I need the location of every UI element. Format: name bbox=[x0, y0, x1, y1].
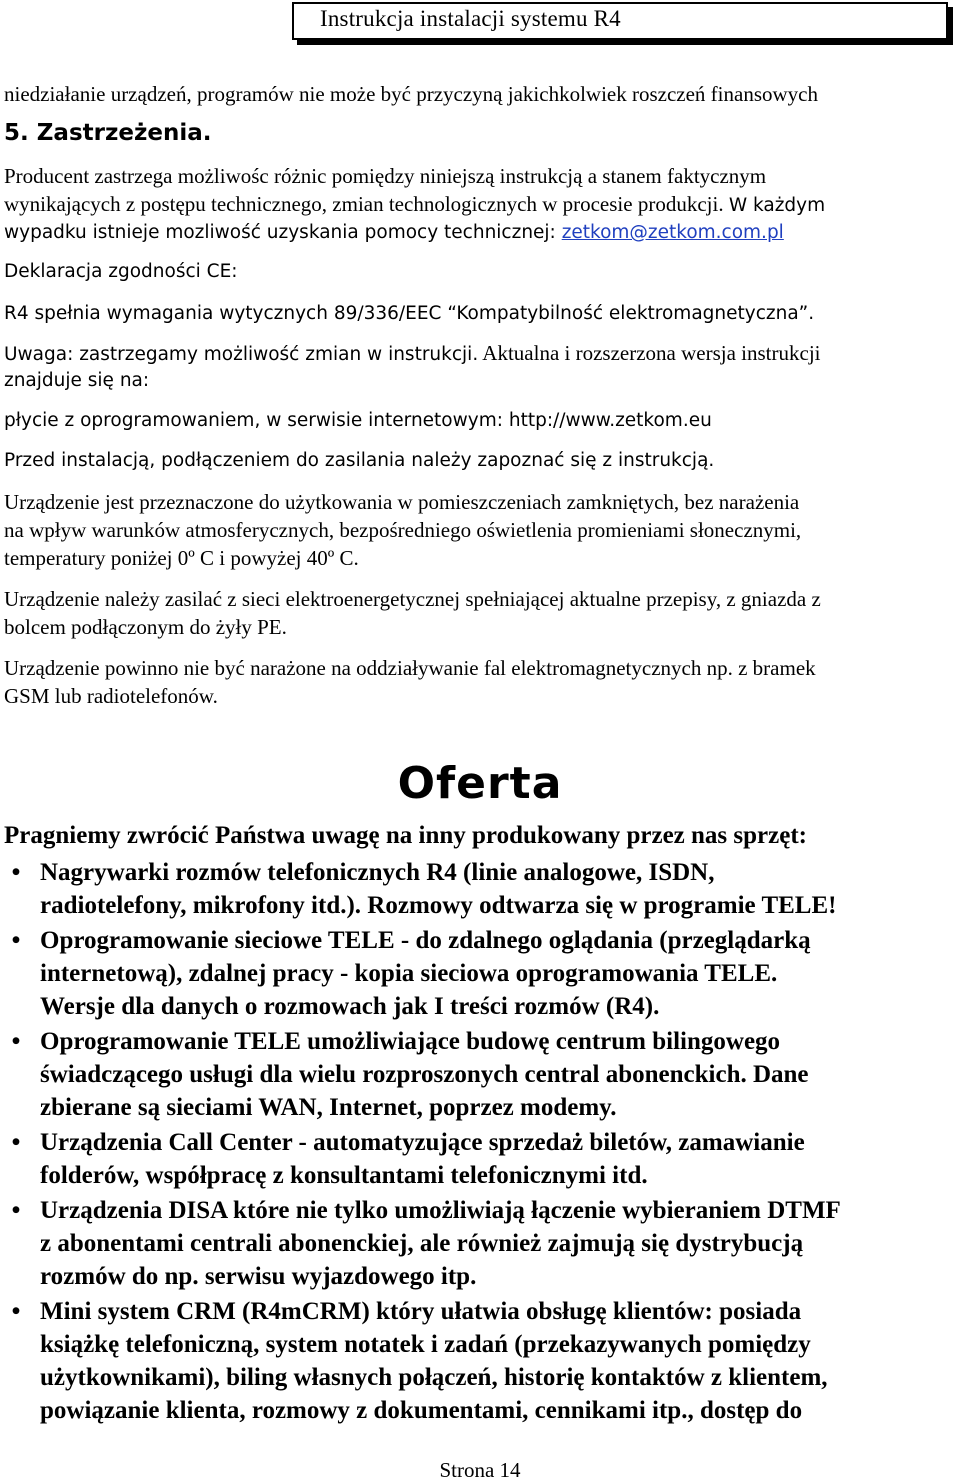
offer-item-line: książkę telefoniczną, system notatek i zadań (przekazywanych pomiędzy bbox=[40, 1331, 811, 1358]
bullet-icon: • bbox=[11, 1028, 21, 1055]
offer-item-line: powiązanie klienta, rozmowy z dokumentami, cennikami itp., dostęp do bbox=[40, 1397, 803, 1424]
usage-line-1: Urządzenie jest przeznaczone do użytkowania w pomieszczeniach zamkniętych, bez narażenia bbox=[4, 490, 800, 514]
bullet-icon: • bbox=[11, 1197, 21, 1224]
offer-item-line: Mini system CRM (R4mCRM) który ułatwia obsługę klientów: posiada bbox=[40, 1298, 802, 1325]
bullet-icon: • bbox=[11, 1129, 21, 1156]
offer-item-line: Nagrywarki rozmów telefonicznych R4 (linie analogowe, ISDN, bbox=[40, 859, 715, 886]
usage-line-3: temperatury poniżej 0º C i powyżej 40º C. bbox=[4, 546, 359, 570]
offer-item bbox=[0, 1126, 960, 1192]
note-line-1a: Uwaga: zastrzegamy możliwość zmian w instrukcji. bbox=[4, 344, 479, 365]
read-first-line: Przed instalacją, podłączeniem do zasilania należy zapoznać się z instrukcją. bbox=[4, 450, 715, 471]
ce-text bbox=[4, 299, 958, 328]
offer-item-line: z abonentami centrali abonenckiej, ale również zajmują się dystrybucją bbox=[40, 1230, 804, 1257]
emf-line-2: GSM lub radiotelefonów. bbox=[4, 684, 218, 708]
note-line-1b: Aktualna i rozszerzona wersja instrukcji bbox=[478, 341, 821, 365]
bullet-icon: • bbox=[11, 1298, 21, 1325]
disclaimer-line-2-tail: W każdym bbox=[728, 195, 826, 216]
disclaimer-line-3-text: wypadku istnieje mozliwość uzyskania pomocy technicznej: bbox=[4, 222, 562, 243]
document-header bbox=[292, 2, 948, 40]
offer-item bbox=[0, 924, 960, 1023]
page-number: Strona 14 bbox=[439, 1458, 521, 1482]
emf-line-1: Urządzenie powinno nie być narażone na oddziaływanie fal elektromagnetycznych np. z bramek bbox=[4, 656, 816, 680]
ce-label: Deklaracja zgodności CE: bbox=[4, 261, 238, 282]
offer-item bbox=[0, 1295, 960, 1427]
bullet-icon: • bbox=[11, 927, 21, 954]
offer-item-line: internetową), zdalnej pracy - kopia sieciowa oprogramowania TELE. bbox=[40, 960, 778, 987]
usage-line-2: na wpływ warunków atmosferycznych, bezpośredniego oświetlenia promieniami słonecznymi, bbox=[4, 518, 802, 542]
offer-item-line: świadczącego usługi dla wielu rozproszonych central abonenckich. Dane bbox=[40, 1061, 809, 1088]
offer-title: Oferta bbox=[397, 758, 563, 809]
document-title: Instrukcja instalacji systemu R4 bbox=[320, 6, 621, 31]
offer-item-line: Oprogramowanie sieciowe TELE - do zdalnego oglądania (przeglądarką bbox=[40, 927, 811, 954]
offer-item-line: Urządzenia DISA które nie tylko umożliwiają łączenie wybieraniem DTMF bbox=[40, 1197, 841, 1224]
disclaimer-line-2 bbox=[4, 190, 958, 220]
support-email-link[interactable]: zetkom@zetkom.com.pl bbox=[561, 222, 784, 243]
note-line-2: znajduje się na: bbox=[4, 370, 150, 391]
disclaimer-line-1: Producent zastrzega możliwośc różnic pomiędzy niniejszą instrukcją a stanem faktycznym bbox=[4, 164, 767, 188]
continuation-line: niedziałanie urządzeń, programów nie może być przyczyną jakichkolwiek roszczeń finansowych bbox=[4, 82, 818, 106]
disclaimer-line-2-text: wynikających z postępu technicznego, zmian technologicznych w procesie produkcji. bbox=[4, 192, 724, 216]
ce-text-value: R4 spełnia wymagania wytycznych 89/336/EEC “Kompatybilność elektromagnetyczna”. bbox=[4, 303, 815, 324]
offer-item-line: radiotelefony, mikrofony itd.). Rozmowy odtwarza się w programie TELE! bbox=[40, 892, 837, 919]
offer-item bbox=[0, 1194, 960, 1293]
offer-item-line: Wersje dla danych o rozmowach jak I treści rozmów (R4). bbox=[40, 993, 660, 1020]
power-line-1: Urządzenie należy zasilać z sieci elektroenergetycznej spełniającej aktualne przepisy, z gniazda z bbox=[4, 587, 821, 611]
location-line: płycie z oprogramowaniem, w serwisie internetowym: http://www.zetkom.eu bbox=[4, 410, 712, 431]
offer-list bbox=[0, 856, 960, 1427]
power-line-2: bolcem podłączonym do żyły PE. bbox=[4, 615, 287, 639]
offer-item-line: Urządzenia Call Center - automatyzujące sprzedaż biletów, zamawianie bbox=[40, 1129, 805, 1156]
bullet-icon: • bbox=[11, 859, 21, 886]
offer-item-line: Oprogramowanie TELE umożliwiające budowę centrum bilingowego bbox=[40, 1028, 781, 1055]
offer-item-line: użytkownikami), biling własnych połączeń, historię kontaktów z klientem, bbox=[40, 1364, 828, 1391]
offer-item-line: zbierane są sieciami WAN, Internet, poprzez modemy. bbox=[40, 1094, 617, 1121]
disclaimer-line-3 bbox=[4, 219, 958, 247]
offer-item-line: rozmów do np. serwisu wyjazdowego itp. bbox=[40, 1263, 477, 1290]
offer-intro: Pragniemy zwrócić Państwa uwagę na inny produkowany przez nas sprzęt: bbox=[4, 822, 807, 849]
offer-item-line: folderów, współpracę z konsultantami telefonicznymi itd. bbox=[40, 1162, 648, 1189]
note-line-1 bbox=[4, 339, 958, 369]
offer-item bbox=[0, 1025, 960, 1124]
section-heading: 5. Zastrzeżenia. bbox=[4, 120, 212, 146]
offer-item bbox=[0, 856, 960, 922]
